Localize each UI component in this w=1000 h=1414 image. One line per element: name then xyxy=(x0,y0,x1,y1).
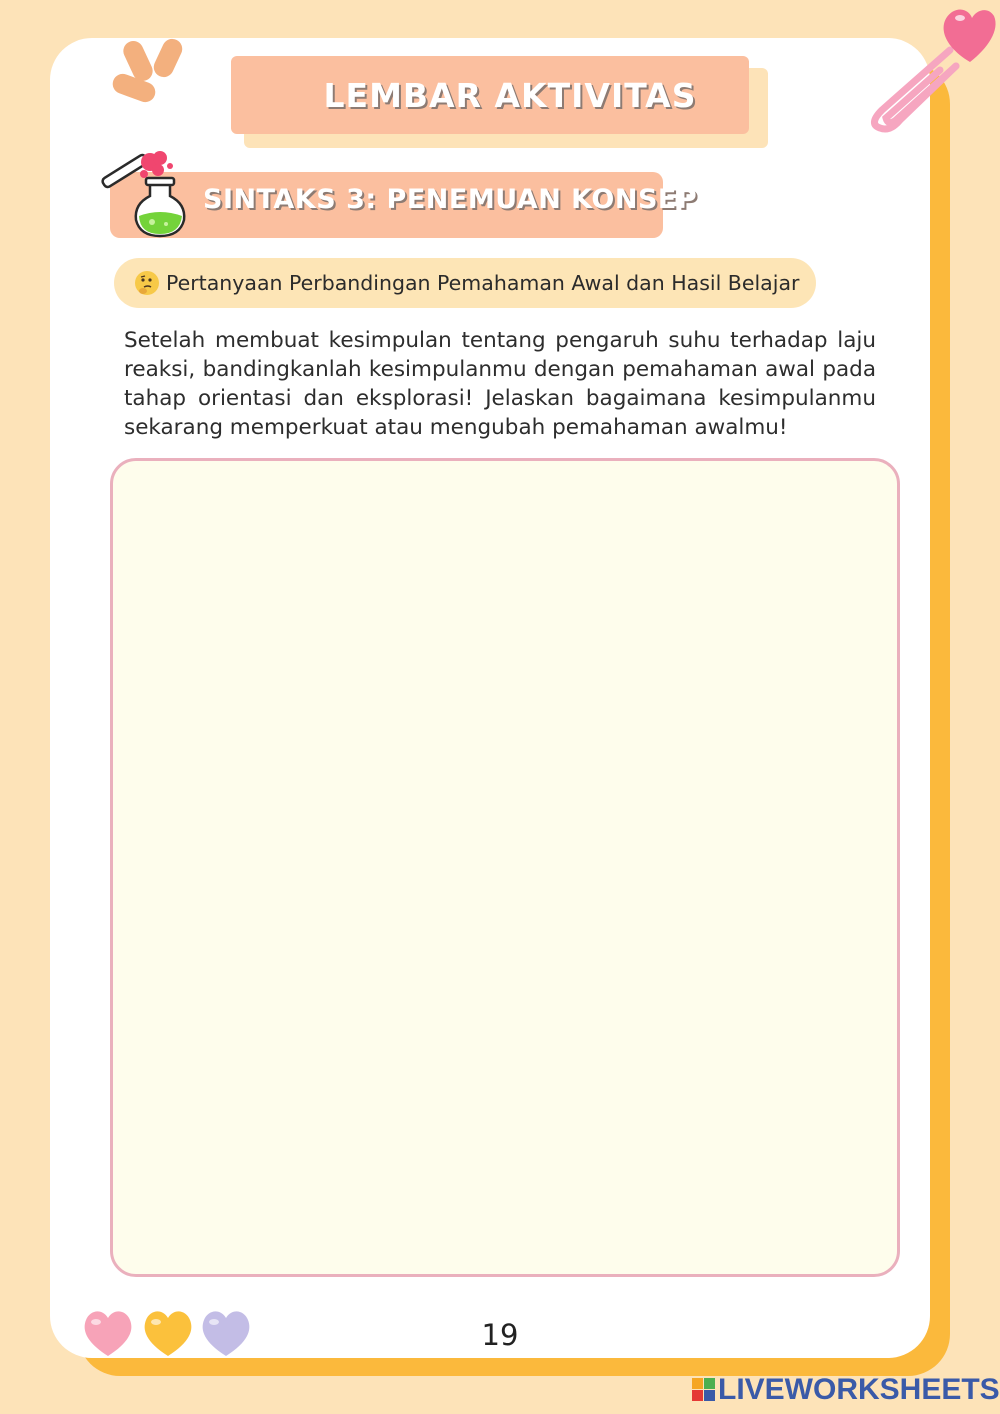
yellow-heart-icon xyxy=(145,1311,192,1356)
question-heading-pill xyxy=(114,258,816,308)
instruction-text: Setelah membuat kesimpulan tentang pengaruh suhu terhadap laju reaksi, bandingkanlah kesimpulanmu dengan pemahaman awal pada tahap orientasi dan eksplorasi! Jelaskan bagaimana kesimpulanmu sekarang memperkuat atau mengubah pemahaman awalmu! xyxy=(124,328,876,440)
pink-heart-icon xyxy=(85,1311,132,1356)
hearts-decoration xyxy=(80,1304,256,1358)
question-heading: Pertanyaan Perbandingan Pemahaman Awal dan Hasil Belajar xyxy=(166,271,800,295)
heart-paperclip-icon xyxy=(860,0,1000,140)
sparkle-decoration-icon xyxy=(108,36,194,106)
brand-text: LIVEWORKSHEETS xyxy=(718,1373,1000,1406)
page-number: 19 xyxy=(481,1318,519,1352)
brand-logo xyxy=(692,1374,1000,1406)
syntax-label: SINTAKS 3: PENEMUAN KONSEP xyxy=(203,184,698,215)
liveworksheets-logo-icon xyxy=(692,1378,716,1402)
lavender-heart-icon xyxy=(203,1311,250,1356)
thinking-face-icon xyxy=(134,270,160,296)
page-title: LEMBAR AKTIVITAS xyxy=(323,75,697,115)
flask-icon xyxy=(96,144,196,244)
answer-textarea[interactable] xyxy=(110,458,900,1277)
title-bar xyxy=(231,56,749,134)
